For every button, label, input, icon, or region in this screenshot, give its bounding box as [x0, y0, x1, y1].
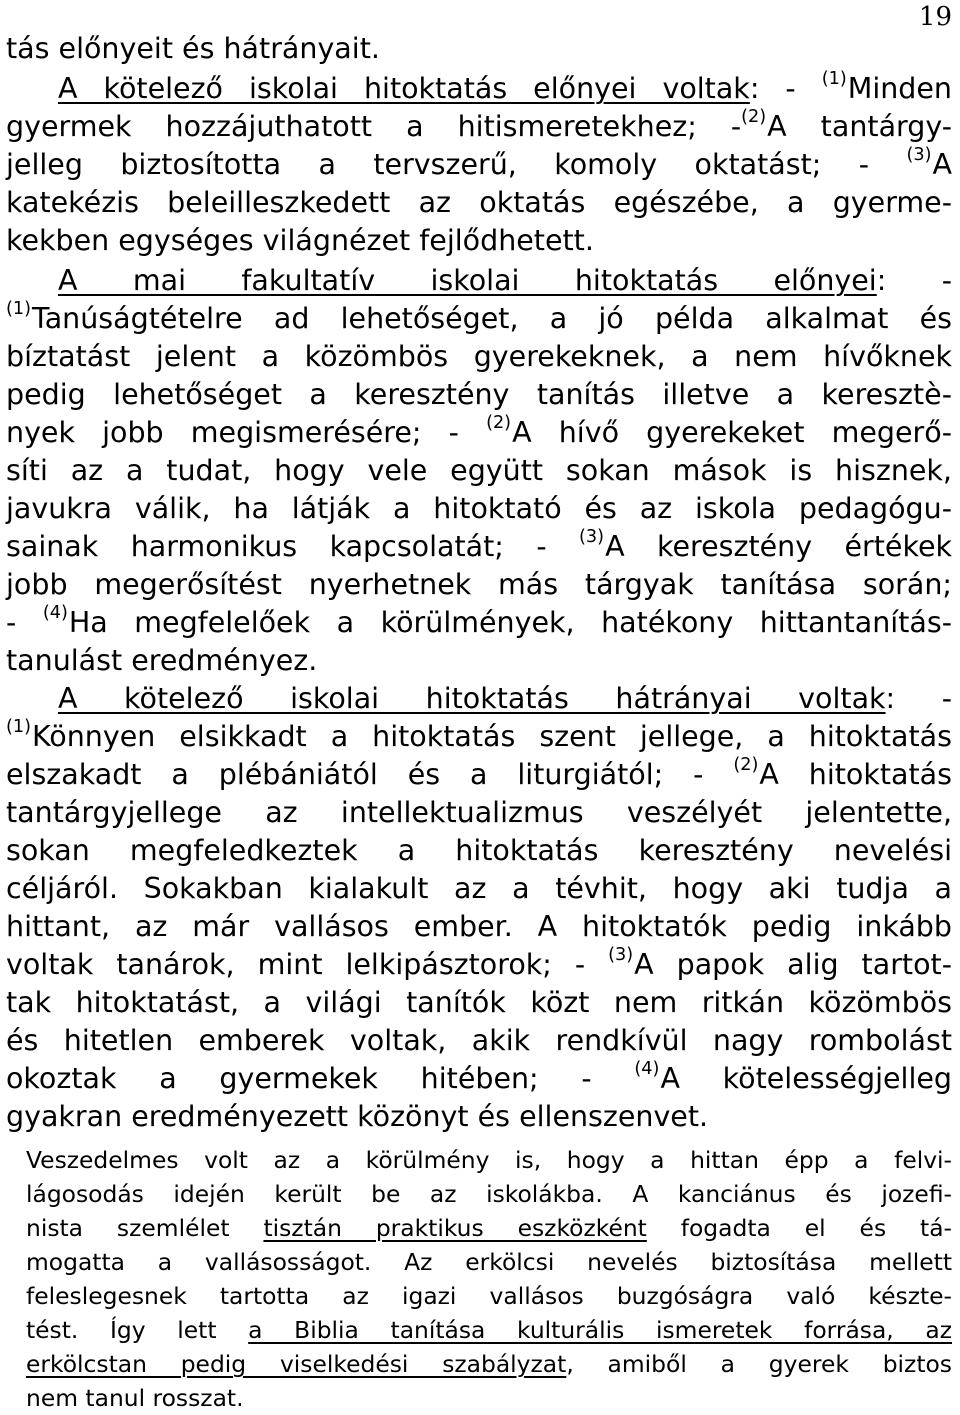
text-line	[26, 1279, 952, 1313]
text-line	[26, 1245, 952, 1279]
text-segment: javukra válik, ha látják a hitoktató és az iskola pedagógu-	[6, 492, 952, 525]
text-line	[6, 718, 952, 756]
text-segment: gyakran eredményezett közönyt és ellenszenvet.	[6, 1100, 709, 1133]
text-segment: Minden	[847, 72, 952, 105]
text-segment: tás előnyeit és hátrányait.	[6, 32, 380, 65]
text-line	[6, 338, 952, 376]
text-segment: A kötelességjelleg	[660, 1062, 952, 1095]
text-line	[6, 604, 952, 642]
text-line	[26, 1211, 952, 1245]
text-segment: pedig lehetőséget a keresztény tanítás illetve a keresztè-	[6, 378, 952, 411]
footnote-marker: (3)	[579, 526, 605, 547]
footnote-marker: (2)	[733, 754, 759, 775]
footnote-marker: (1)	[821, 68, 847, 89]
text-line	[6, 908, 952, 946]
text-segment: A	[932, 148, 952, 181]
text-segment: fogadta el és tá-	[646, 1214, 952, 1242]
underlined-text: A kötelező iskolai hitoktatás hátrányai voltak	[58, 682, 886, 715]
footnote-marker: (2)	[741, 106, 767, 127]
text-line	[6, 794, 952, 832]
text-segment: : -	[876, 264, 952, 297]
text-line	[26, 1143, 952, 1177]
text-segment: kekben egységes világnézet fejlődhetett.	[6, 224, 594, 257]
text-segment: nem tanul rosszat.	[26, 1384, 244, 1412]
text-line	[6, 262, 952, 300]
footnote-marker: (1)	[6, 298, 32, 319]
text-line	[26, 1381, 952, 1415]
text-segment: hittant, az már vallásos ember. A hitoktatók pedig inkább	[6, 910, 952, 943]
footnote-marker: (1)	[6, 716, 32, 737]
text-segment: és hitetlen emberek voltak, akik rendkívül nagy rombolást	[6, 1024, 952, 1057]
text-segment: lágosodás idején került be az iskolákba. A kanciánus és jozefi-	[26, 1180, 952, 1208]
text-segment: elszakadt a plébániától és a liturgiától; -	[6, 758, 734, 791]
text-segment: A tantárgy-	[767, 110, 952, 143]
text-segment: sokan megfeledkeztek a hitoktatás keresztény nevelési	[6, 834, 952, 867]
text-segment: tantárgyjellege az intellektualizmus veszélyét jelentette,	[6, 796, 952, 829]
text-line	[6, 566, 952, 604]
text-segment: sainak harmonikus kapcsolatát; -	[6, 530, 580, 563]
text-segment: bíztatást jelent a közömbös gyerekeknek, a nem hívőknek	[6, 340, 952, 373]
text-segment: feleslegesnek tartotta az igazi vallásos buzgóságra való készte-	[26, 1282, 952, 1310]
text-line	[6, 376, 952, 414]
text-line	[6, 414, 952, 452]
text-line	[6, 490, 952, 528]
text-line	[6, 946, 952, 984]
text-line	[6, 832, 952, 870]
footnote-marker: (3)	[608, 944, 634, 965]
underlined-text: erkölcstan pedig viselkedési szabályzat	[26, 1350, 567, 1378]
text-line	[6, 108, 952, 146]
text-line	[6, 1060, 952, 1098]
text-segment: A hitoktatás	[759, 758, 952, 791]
page-number: 19	[918, 2, 952, 32]
footnote-marker: (4)	[42, 602, 68, 623]
text-segment: Ha megfelelőek a körülmények, hatékony hittantanítás-	[68, 606, 952, 639]
text-segment: mogatta a vallásosságot. Az erkölcsi nevelés biztosítása mellett	[26, 1248, 952, 1276]
text-segment: nista szemlélet	[26, 1214, 264, 1242]
text-segment: tak hitoktatást, a világi tanítók közt nem ritkán közömbös	[6, 986, 952, 1019]
text-line	[6, 30, 952, 68]
text-segment: Veszedelmes volt az a körülmény is, hogy a hittan épp a felvi-	[26, 1146, 952, 1174]
text-line	[26, 1347, 952, 1381]
text-segment: -	[6, 606, 43, 639]
text-line	[6, 300, 952, 338]
text-segment: céljáról. Sokakban kialakult az a tévhit, hogy aki tudja a	[6, 872, 952, 905]
text-segment: , amiből a gyerek biztos	[566, 1350, 952, 1378]
text-segment: nyek jobb megismerésére; -	[6, 416, 487, 449]
text-line	[6, 222, 952, 260]
underlined-text: a Biblia tanítása kulturális ismeretek forrása, az	[248, 1316, 953, 1344]
underlined-text: A kötelező iskolai hitoktatás előnyei voltak	[58, 72, 750, 105]
text-segment: gyermek hozzájuthatott a hitismeretekhez; -	[6, 110, 742, 143]
text-segment: A keresztény értékek	[605, 530, 952, 563]
text-line	[6, 1022, 952, 1060]
text-segment: okoztak a gyermekek hitében; -	[6, 1062, 635, 1095]
text-segment: : -	[749, 72, 822, 105]
text-segment: jobb megerősítést nyerhetnek más tárgyak tanítása során;	[6, 568, 952, 601]
text-segment: Tanúságtételre ad lehetőséget, a jó példa alkalmat és	[32, 302, 952, 335]
text-line	[26, 1313, 952, 1347]
text-line	[6, 870, 952, 908]
text-line	[6, 70, 952, 108]
text-segment: jelleg biztosította a tervszerű, komoly oktatást; -	[6, 148, 907, 181]
text-segment: Könnyen elsikkadt a hitoktatás szent jellege, a hitoktatás	[32, 720, 952, 753]
text-line	[6, 452, 952, 490]
text-line	[6, 528, 952, 566]
text-segment: tést. Így lett	[26, 1316, 249, 1344]
text-segment: A papok alig tartot-	[634, 948, 952, 981]
text-line	[6, 184, 952, 222]
text-segment: katekézis beleilleszkedett az oktatás egészébe, a gyerme-	[6, 186, 952, 219]
underlined-text: A mai fakultatív iskolai hitoktatás előnyei	[58, 264, 877, 297]
text-segment: síti az a tudat, hogy vele együtt sokan mások is hisznek,	[6, 454, 952, 487]
text-segment: voltak tanárok, mint lelkipásztorok; -	[6, 948, 609, 981]
text-line	[26, 1177, 952, 1211]
text-segment: tanulást eredményez.	[6, 644, 318, 677]
footnote-marker: (2)	[486, 412, 512, 433]
text-line	[6, 146, 952, 184]
text-line	[6, 680, 952, 718]
text-line	[6, 984, 952, 1022]
text-segment: : -	[885, 682, 952, 715]
footnote-marker: (4)	[634, 1058, 660, 1079]
text-line	[6, 756, 952, 794]
text-segment: A hívő gyerekeket megerő-	[512, 416, 952, 449]
text-line	[6, 642, 952, 680]
footnote-marker: (3)	[906, 144, 932, 165]
underlined-text: tisztán praktikus eszközként	[263, 1214, 647, 1242]
text-line	[6, 1098, 952, 1136]
